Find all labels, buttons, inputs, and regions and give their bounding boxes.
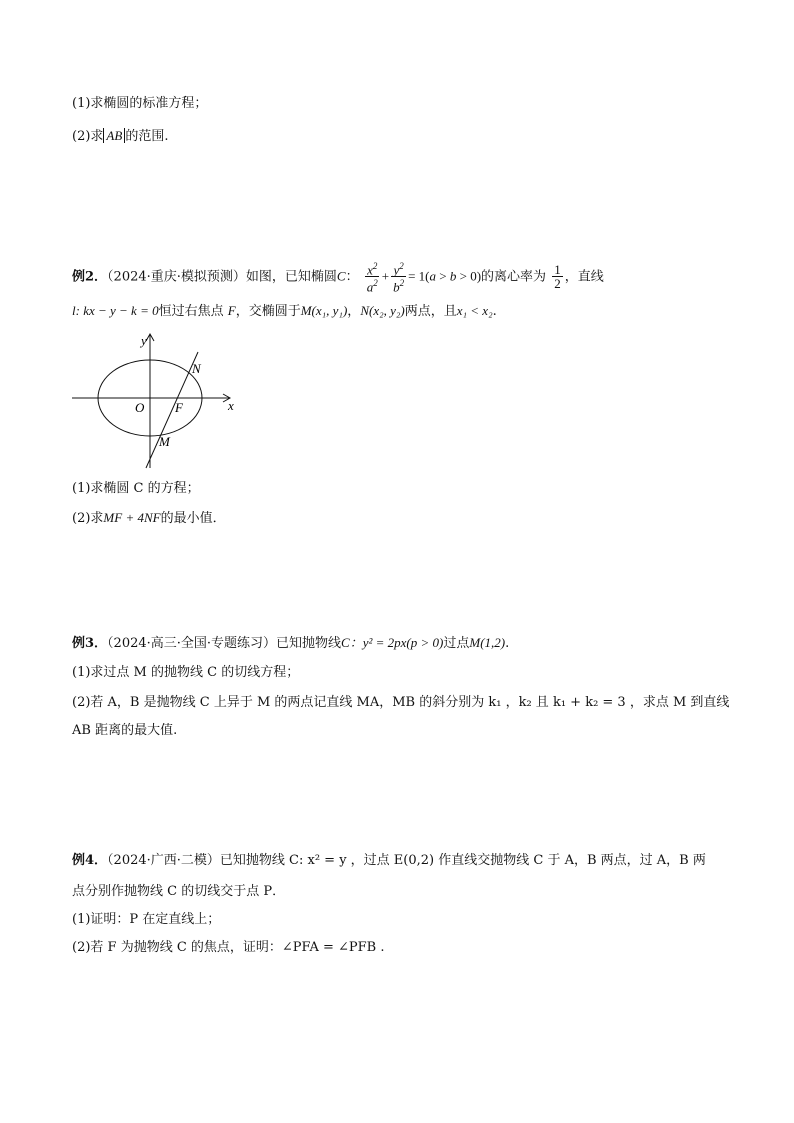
example-3-q2-line2: AB 距离的最大值. bbox=[72, 723, 178, 738]
line-equation: l: kx − y − k = 0 bbox=[72, 303, 159, 318]
question-2 bbox=[72, 127, 168, 146]
example-2-q2-prefix: (2)求 bbox=[72, 511, 104, 526]
abs-ab: AB bbox=[103, 128, 125, 143]
curve-c: C bbox=[336, 268, 346, 284]
point-m: M(x₁, y₁) bbox=[300, 303, 348, 318]
example-2-text-e: ，交椭圆于 bbox=[235, 304, 301, 319]
x-label: x bbox=[228, 398, 234, 413]
point-n-label: N bbox=[192, 361, 201, 376]
example-4-line2: 点分别作抛物线 C 的切线交于点 P． bbox=[72, 884, 286, 899]
ecc-num: 1 bbox=[554, 262, 561, 278]
example-2-statement: 例2．（2024·重庆·模拟预测）如图，已知椭圆C： $\frac{x^2}{a^2}$ + $\frac{y^2}{b^2}$ = 1(a > b > 0)的离心率为 $\frac{1}{2}$ ，直线 bbox=[72, 261, 604, 295]
example-2-source: （2024·重庆·模拟预测） bbox=[107, 269, 246, 285]
example-2-text-c: ，直线 bbox=[564, 269, 604, 285]
question-2-prefix: (2)求 bbox=[72, 129, 104, 144]
example-4-q2: (2)若 F 为抛物线 C 的焦点，证明：∠PFA = ∠PFB . bbox=[72, 940, 385, 955]
example-3-label: 例3． bbox=[72, 636, 108, 651]
expression: MF + 4NF bbox=[103, 510, 161, 525]
example-4-statement bbox=[72, 852, 706, 870]
focus-f: F bbox=[227, 303, 236, 318]
line-l bbox=[146, 352, 198, 468]
point-m-coords: M(1,2) bbox=[469, 635, 506, 650]
example-2-text-d: 恒过右焦点 bbox=[158, 304, 224, 319]
example-2-q1: (1)求椭圆 C 的方程； bbox=[72, 481, 200, 496]
y-label: y bbox=[141, 333, 147, 348]
example-2-text-a: 如图，已知椭圆 bbox=[245, 269, 337, 285]
parabola-c: C：y² = 2px(p > 0) bbox=[341, 635, 444, 650]
example-3-q1: (1)求过点 M 的抛物线 C 的切线方程； bbox=[72, 665, 300, 680]
example-4-source: （2024·广西·二模） bbox=[107, 853, 220, 868]
condition: x₁ < x₂ bbox=[456, 303, 493, 318]
example-3-q2-line1: (2)若 A，B 是抛物线 C 上异于 M 的两点记直线 MA，MB 的斜分别为 k₁ ，k₂ 且 k₁ + k₂ = 3 ，求点 M 到直线 bbox=[72, 695, 730, 710]
example-2-line-2: l: kx − y − k = 0恒过右焦点 F，交椭圆于M(x₁, y₁)，N(x₂, y₂)两点，且x₁ < x₂. bbox=[72, 303, 497, 319]
frac-x2-a2: $\frac{x^2}{a^2}$ bbox=[366, 261, 378, 295]
ecc-den: 2 bbox=[554, 276, 561, 292]
focus-label: F bbox=[175, 400, 183, 415]
eccentricity-fraction bbox=[552, 263, 563, 290]
frac-y2-b2: $\frac{y^2}{b^2}$ bbox=[393, 261, 405, 295]
point-n: N(x₂, y₂) bbox=[360, 303, 405, 318]
origin-label: O bbox=[135, 400, 145, 415]
point-m-label: M bbox=[159, 434, 170, 449]
example-4-label: 例4． bbox=[72, 853, 108, 868]
ellipse-figure bbox=[70, 330, 245, 475]
example-3-text-a: 已知抛物线 bbox=[276, 636, 342, 651]
example-2-label: 例2． bbox=[72, 269, 108, 285]
example-4-line1: 已知抛物线 C: x² = y ，过点 E(0,2) 作直线交抛物线 C 于 A，B 两点，过 A，B 两 bbox=[219, 853, 706, 868]
example-2-text-f: 两点，且 bbox=[404, 304, 457, 319]
example-4-q1: (1)证明：P 在定直线上； bbox=[72, 912, 221, 927]
question-1: (1)求椭圆的标准方程； bbox=[72, 96, 208, 111]
example-2-q2 bbox=[72, 509, 226, 528]
example-3-statement: 例3．（2024·高三·全国·专题练习）已知抛物线C：y² = 2px(p > 0)过点M(1,2). bbox=[72, 635, 510, 651]
example-3-text-b: 过点 bbox=[443, 636, 470, 651]
example-2-text-b: 的离心率为 bbox=[481, 269, 547, 285]
question-2-suffix: 的范围. bbox=[125, 129, 169, 144]
example-2-q2-suffix: 的最小值． bbox=[160, 511, 226, 526]
example-3-source: （2024·高三·全国·专题练习） bbox=[107, 636, 277, 651]
